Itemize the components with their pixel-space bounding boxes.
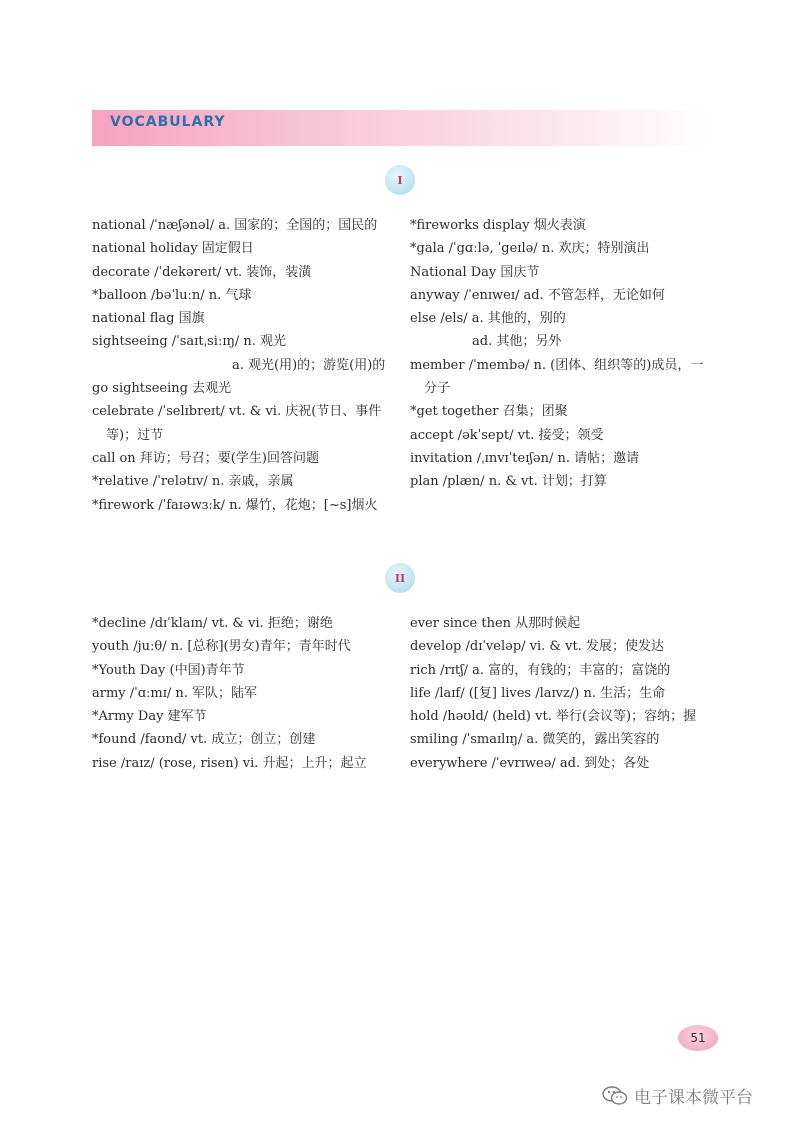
vocab-entry: 分子 <box>424 381 451 397</box>
vocab-entry: everywhere /ˈevrɪweə/ ad. 到处；各处 <box>410 755 650 771</box>
vocab-entry: *balloon /bəˈluːn/ n. 气球 <box>92 287 252 303</box>
vocab-entry: life /laɪf/ ([复] lives /laɪvz/) n. 生活；生命 <box>410 685 666 701</box>
vocab-entry: *fireworks display 烟火表演 <box>410 218 586 233</box>
section2-right-column <box>410 612 696 775</box>
section1-left-column <box>92 214 385 517</box>
section2-left-column <box>92 612 367 775</box>
vocab-entry: else /els/ a. 其他的，别的 <box>410 311 566 327</box>
vocab-entry: 等)；过节 <box>106 427 164 443</box>
watermark <box>602 1083 753 1108</box>
vocab-entry: hold /həʊld/ (held) vt. 举行(会议等)；容纳；握 <box>410 709 697 725</box>
vocab-entry: a. 观光(用)的；游览(用)的 <box>232 357 386 373</box>
vocab-entry: smiling /ˈsmaɪlɪŋ/ a. 微笑的，露出笑容的 <box>410 732 660 748</box>
vocab-entry: ad. 其他；另外 <box>472 334 562 350</box>
vocab-entry: *relative /ˈrelətɪv/ n. 亲戚，亲属 <box>92 474 294 490</box>
vocab-entry: develop /dɪˈveləp/ vi. & vt. 发展；使发达 <box>410 639 664 655</box>
section-badge-2: II <box>385 563 415 593</box>
vocab-entry: rich /rɪtʃ/ a. 富的，有钱的；丰富的；富饶的 <box>410 662 671 678</box>
vocab-entry: ever since then 从那时候起 <box>410 616 581 631</box>
vocab-entry: *found /faʊnd/ vt. 成立；创立；创建 <box>92 732 316 748</box>
watermark-text: 电子课本微平台 <box>634 1088 753 1108</box>
section1-right-column <box>410 214 703 494</box>
vocab-entry: plan /plæn/ n. & vt. 计划；打算 <box>410 474 607 490</box>
vocab-entry: National Day 国庆节 <box>410 264 540 280</box>
vocab-entry: *Army Day 建军节 <box>92 709 207 725</box>
vocab-entry: national flag 国旗 <box>92 311 205 327</box>
vocab-entry: youth /juːθ/ n. [总称](男女)青年；青年时代 <box>92 639 351 655</box>
vocab-entry: call on 拜访；号召；要(学生)回答问题 <box>92 450 319 466</box>
vocab-entry: national /ˈnæʃənəl/ a. 国家的；全国的；国民的 <box>92 218 378 233</box>
vocab-entry: rise /raɪz/ (rose, risen) vi. 升起；上升；起立 <box>92 755 367 771</box>
vocab-entry: *firework /ˈfaɪəwɜːk/ n. 爆竹，花炮；[~s]烟火 <box>92 497 378 513</box>
section-badge-1: I <box>385 165 415 195</box>
vocab-entry: *gala /ˈgɑːlə, ˈgeɪlə/ n. 欢庆；特别演出 <box>410 241 650 257</box>
vocab-entry: anyway /ˈenɪweɪ/ ad. 不管怎样，无论如何 <box>410 287 665 303</box>
vocab-entry: accept /əkˈsept/ vt. 接受；领受 <box>410 427 604 443</box>
vocab-entry: *decline /dɪˈklaɪn/ vt. & vi. 拒绝；谢绝 <box>92 616 333 631</box>
wechat-icon <box>602 1085 628 1107</box>
page-title: VOCABULARY <box>110 114 226 130</box>
vocab-entry: invitation /ˌɪnvɪˈteɪʃən/ n. 请帖；邀请 <box>410 450 640 466</box>
vocab-entry: *get together 召集；团聚 <box>410 404 568 420</box>
vocab-entry: member /ˈmembə/ n. (团体、组织等的)成员，一 <box>410 357 704 373</box>
page-number: 51 <box>678 1025 718 1051</box>
vocab-entry: sightseeing /ˈsaɪtˌsiːɪŋ/ n. 观光 <box>92 334 287 350</box>
vocab-entry: *Youth Day (中国)青年节 <box>92 662 245 678</box>
vocab-entry: decorate /ˈdekəreɪt/ vt. 装饰，装潢 <box>92 264 312 280</box>
vocab-entry: celebrate /ˈselɪbreɪt/ vt. & vi. 庆祝(节日、事件 <box>92 404 382 420</box>
vocab-entry: national holiday 固定假日 <box>92 241 254 257</box>
vocab-entry: army /ˈɑːmɪ/ n. 军队；陆军 <box>92 685 258 701</box>
vocab-entry: go sightseeing 去观光 <box>92 381 232 397</box>
